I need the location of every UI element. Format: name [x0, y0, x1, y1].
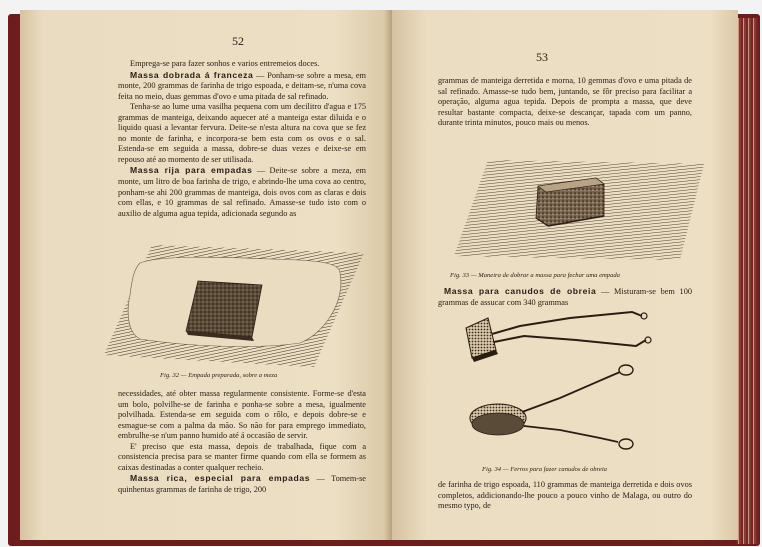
folded-pastry-figure [454, 160, 708, 264]
section1-text: — Ponham-se sobre a mesa, em monte, 200 grammas de farinha de trigo espoada, e deitam-se, n'uma cova feita no meio, duas gemmas d'ovo e uma pitada de sal refinado. [118, 70, 366, 101]
right-page [392, 10, 738, 540]
left-page [20, 10, 392, 540]
section2-paragraph [118, 165, 366, 219]
section2-heading: Massa rija para empadas [130, 165, 253, 176]
section2-text: — Deite-se sobre a meza, em monte, um litro de boa farinha de trigo, e abrindo-lhe uma cova ao centro, ponham-se ahi 200 grammas de manteiga, dois ovos com as claras e dois com ellas, e 10 grammas de sal refinado. Amasse-se tudo isto com o auxilio de alguma agua tepida, adicionada segundo as [118, 166, 366, 218]
section1-heading: Massa dobrada á franceza [130, 69, 254, 80]
right-top-paragraph: grammas de manteiga derretida e morna, 10 gemmas d'ovo e uma pitada de sal refinado. Amasse-se tudo bem, juntando, se fôr preciso para facilitar a operação, alguma agua tepida. Depois de prompta a massa, que deve resultar bastante compacta, deixe-se descançar, tapada com um panno, durante trinta minutos, pouco mais ou menos. [438, 76, 692, 128]
intro-paragraph: Emprega-se para fazer sonhos e varios entremeios doces. [130, 59, 320, 68]
canudos-paragraph [438, 286, 692, 308]
figure-34-caption: Fig. 34 — Ferros para fazer canudos de obreia [482, 466, 607, 473]
section1-paragraph-2: Tenha-se ao lume uma vasilha pequena com um decilitro d'agua e 175 grammas de manteiga, deixando aquecer até a manteiga estar diluida e o liquido quasi a levantar fervura. Deite-se n'esta altura na cova que se fez no monte de farinha, e incorpora-se bem esta com os ovos e o sal. Estenda-se em seguida a massa, dobre-se duas vezes e deixe-se em repouso até ao momento de ser utilisada. [118, 102, 366, 164]
figure-32-caption: Fig. 32 — Empada preparada, sobre a meza [160, 372, 278, 379]
page-edges [736, 18, 758, 544]
right-text-middle [438, 286, 692, 308]
right-text-top [438, 76, 692, 129]
section3-paragraph [118, 473, 366, 495]
pastry-dough-figure [100, 243, 368, 371]
canudos-text: — Misturam-se bem 100 grammas de assucar com 340 grammas [438, 287, 693, 307]
figure-33-caption: Fig. 33 — Maneira de dobrar a massa para fechar uma empada [450, 272, 620, 279]
left-text-top [118, 59, 366, 219]
section1-paragraph [118, 70, 366, 103]
section3-text: — Tomem-se quinhentas grammas de farinha de trigo, 200 [118, 474, 366, 494]
section2-continuation: necessidades, até obter massa regularmente consistente. Forme-se d'esta um bolo, polvilhe-se de farinha e ponha-se sobre a mesa, igualmente polvilhada. Estenda-se em seguida com o rôlo, e depois dobre-se e esmague-se com a palma da mão. So não for para emprego immediato, embrulhe-se n'um panno humido até á occasião de servir. [118, 389, 366, 441]
right-bottom-paragraph: de farinha de trigo espoada, 110 grammas de manteiga derretida e dois ovos completos, addicionando-lhe pouco a pouco vinho de Malaga, ou outro do mesmo typo, de [438, 480, 692, 511]
canudos-heading: Massa para canudos de obreia [444, 286, 597, 296]
right-text-bottom [438, 480, 692, 512]
section3-heading: Massa rica, especial para empadas [130, 473, 311, 484]
page-number-left: 52 [232, 34, 244, 48]
page-number-right: 53 [536, 50, 548, 64]
left-text-bottom [118, 389, 366, 495]
wafer-iron-figure [450, 310, 690, 460]
section2-continuation-2: E' preciso que esta massa, depois de trabalhada, fique com a consistencia precisa para se manter firme quando com ella se formem as caixas destinadas a conter qualquer recheio. [118, 441, 366, 472]
